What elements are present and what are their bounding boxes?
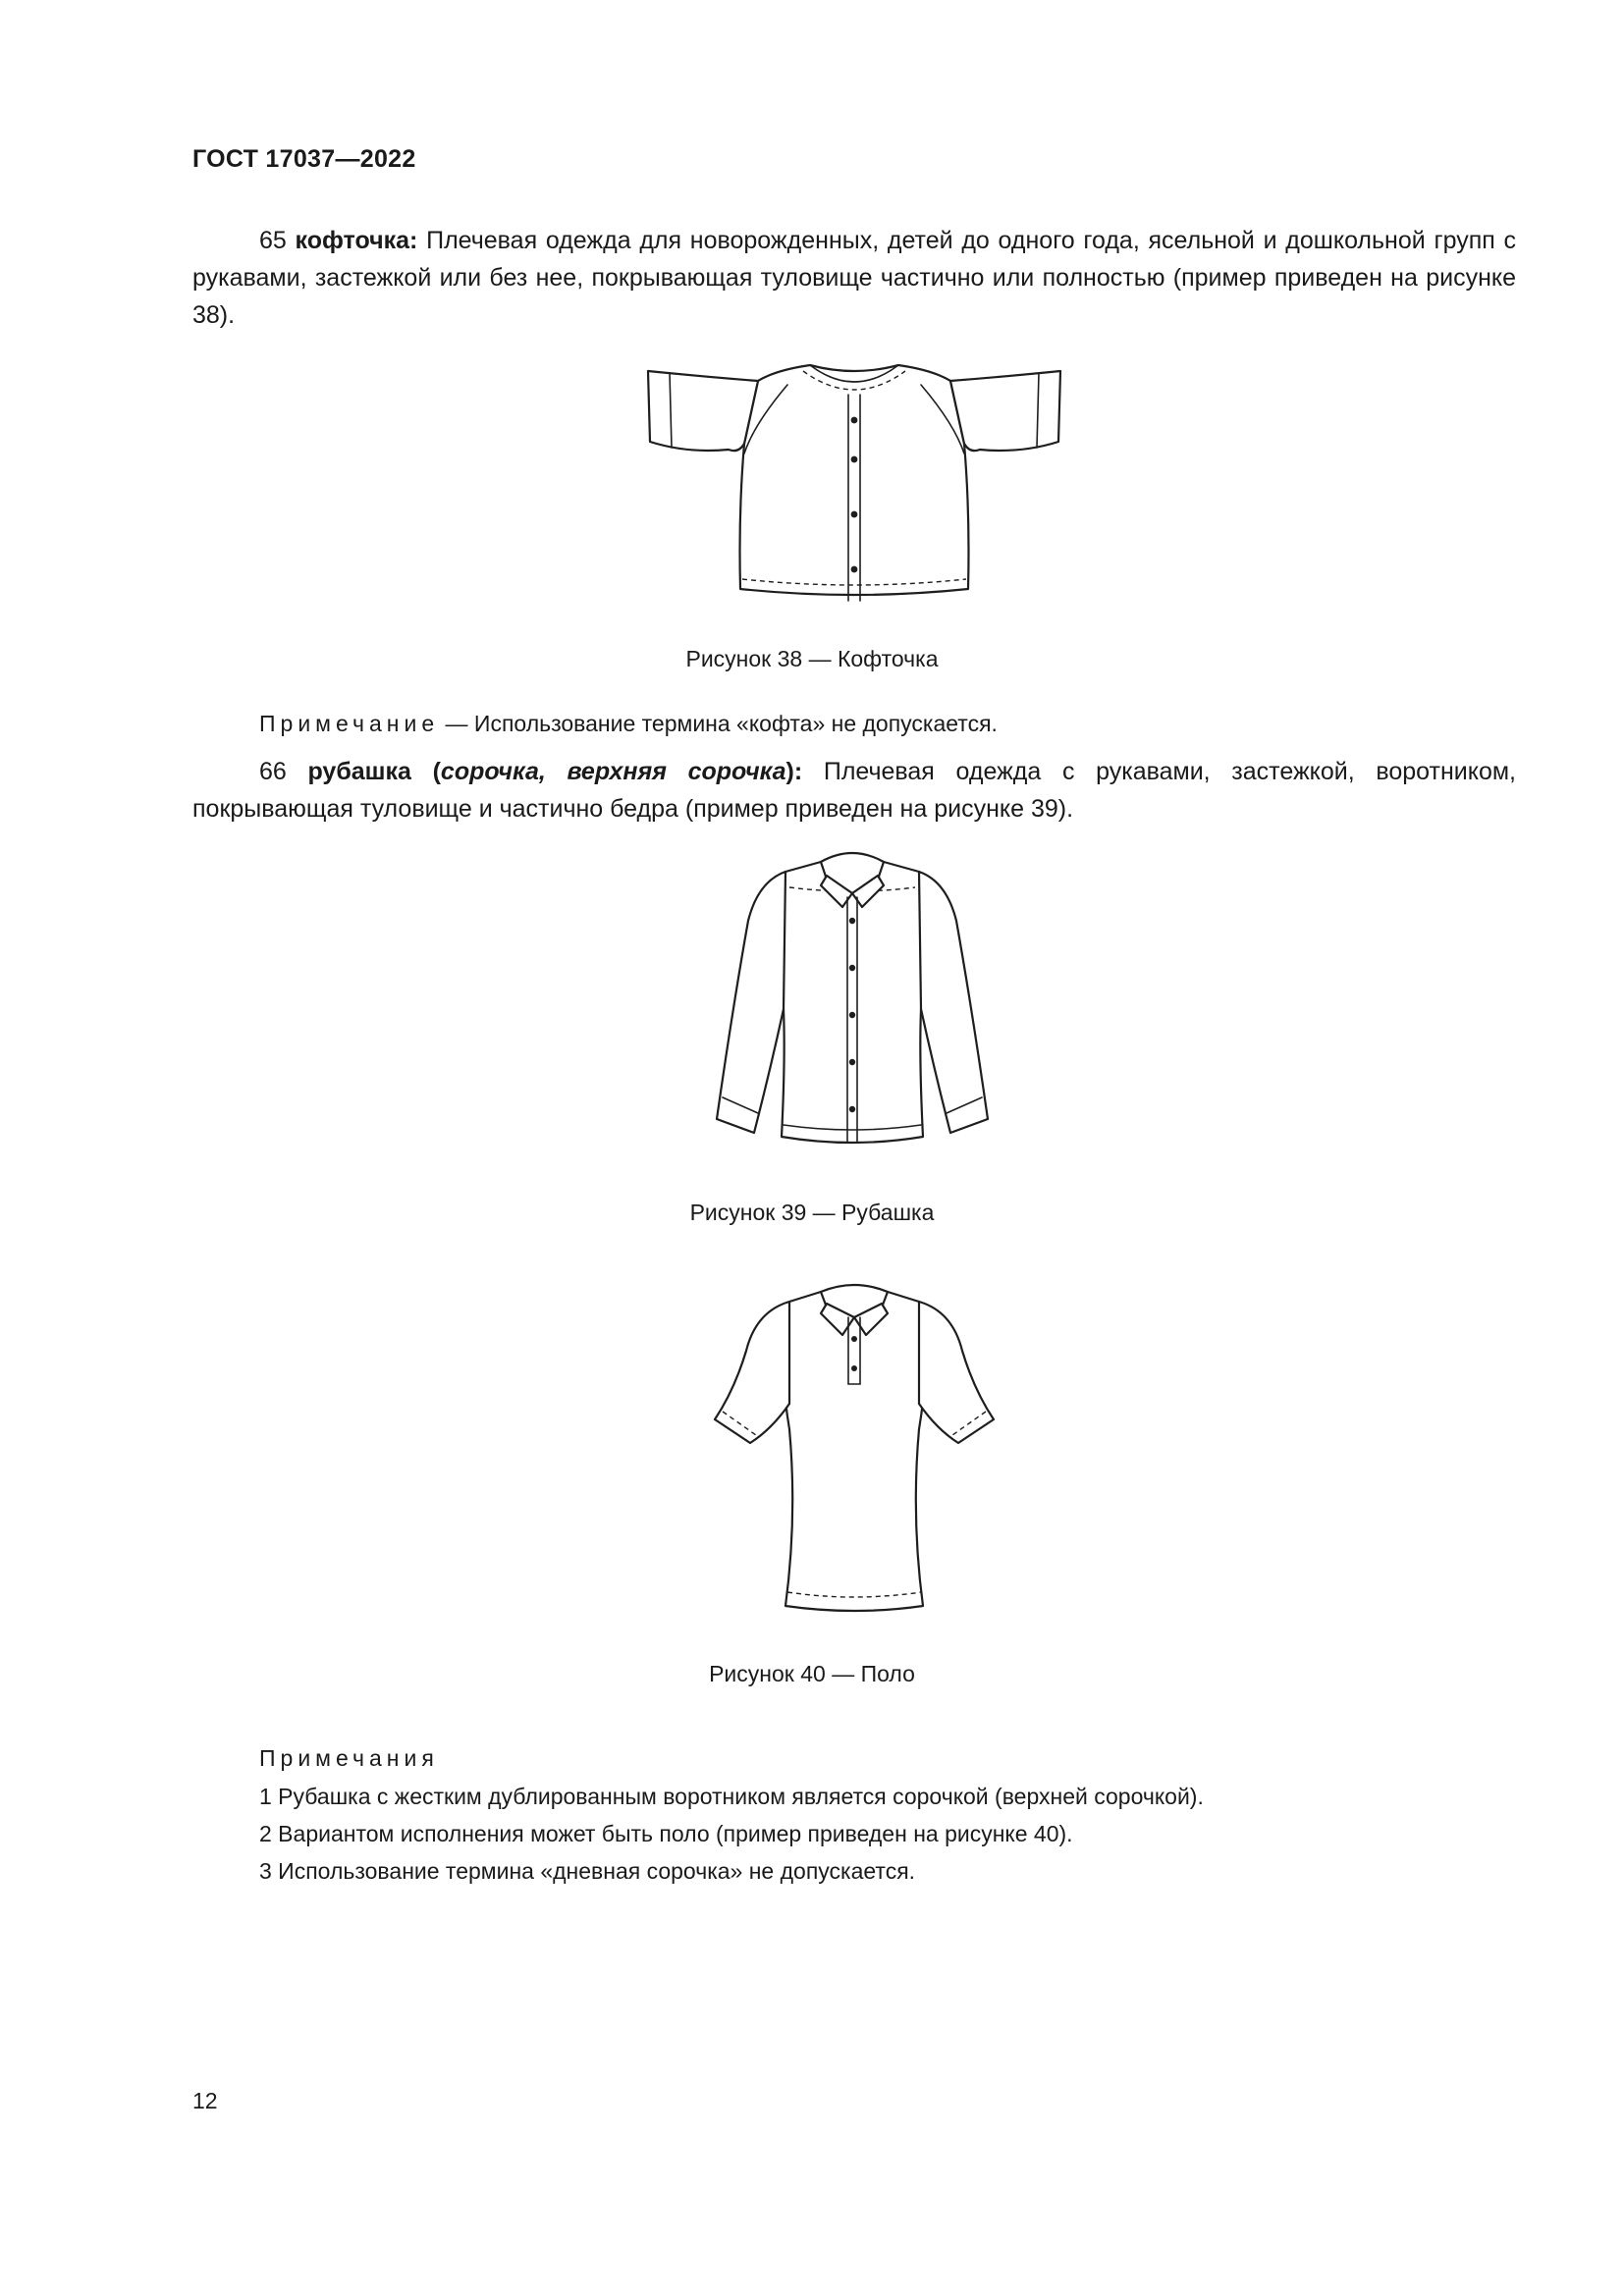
note-66-item-2: 2 Вариантом исполнения может быть поло (пример приведен на рисунке 40). bbox=[259, 1821, 1073, 1846]
note-65 bbox=[259, 709, 998, 738]
document-header: ГОСТ 17037—2022 bbox=[192, 145, 416, 173]
term-66-synonyms: сорочка, верхняя сорочка bbox=[440, 758, 786, 785]
term-65: кофточка: bbox=[295, 227, 418, 254]
note-65-text: — Использование термина «кофта» не допускается. bbox=[439, 711, 998, 736]
figure-40-polo-drawing bbox=[707, 1282, 1001, 1616]
note-65-label: Примечание bbox=[259, 711, 440, 736]
note-66-item-3: 3 Использование термина «дневная сорочка» не допускается. bbox=[259, 1858, 916, 1884]
definition-65: Плечевая одежда для новорожденных, детей до одного года, ясельной и дошкольной групп с рукавами, застежкой или без нее, покрывающая туловище частично или полностью (пример приведен на рисунке 38). bbox=[192, 227, 1516, 329]
notes-66-heading bbox=[259, 1743, 439, 1773]
figure-38-jacket-drawing bbox=[638, 355, 1070, 611]
page-number: 12 bbox=[192, 2088, 218, 2113]
term-number-66: 66 bbox=[259, 758, 287, 785]
figure-40-caption: Рисунок 40 — Поло bbox=[709, 1661, 915, 1686]
term-number-65: 65 bbox=[259, 227, 287, 254]
figure-39-caption: Рисунок 39 — Рубашка bbox=[689, 1200, 935, 1225]
term-66-end: ): bbox=[785, 758, 803, 785]
paragraph-65 bbox=[192, 222, 1516, 334]
paragraph-66 bbox=[192, 753, 1516, 828]
notes-66-label: Примечания bbox=[259, 1745, 439, 1771]
term-66-start: рубашка ( bbox=[307, 758, 441, 785]
figure-39-shirt-drawing bbox=[705, 842, 1000, 1156]
note-66-item-1: 1 Рубашка с жестким дублированным воротником является сорочкой (верхней сорочкой). bbox=[259, 1784, 1204, 1809]
figure-38-caption: Рисунок 38 — Кофточка bbox=[685, 646, 939, 671]
definition-66: Плечевая одежда с рукавами, застежкой, воротником, покрывающая туловище и частично бедра (пример приведен на рисунке 39). bbox=[192, 758, 1517, 823]
